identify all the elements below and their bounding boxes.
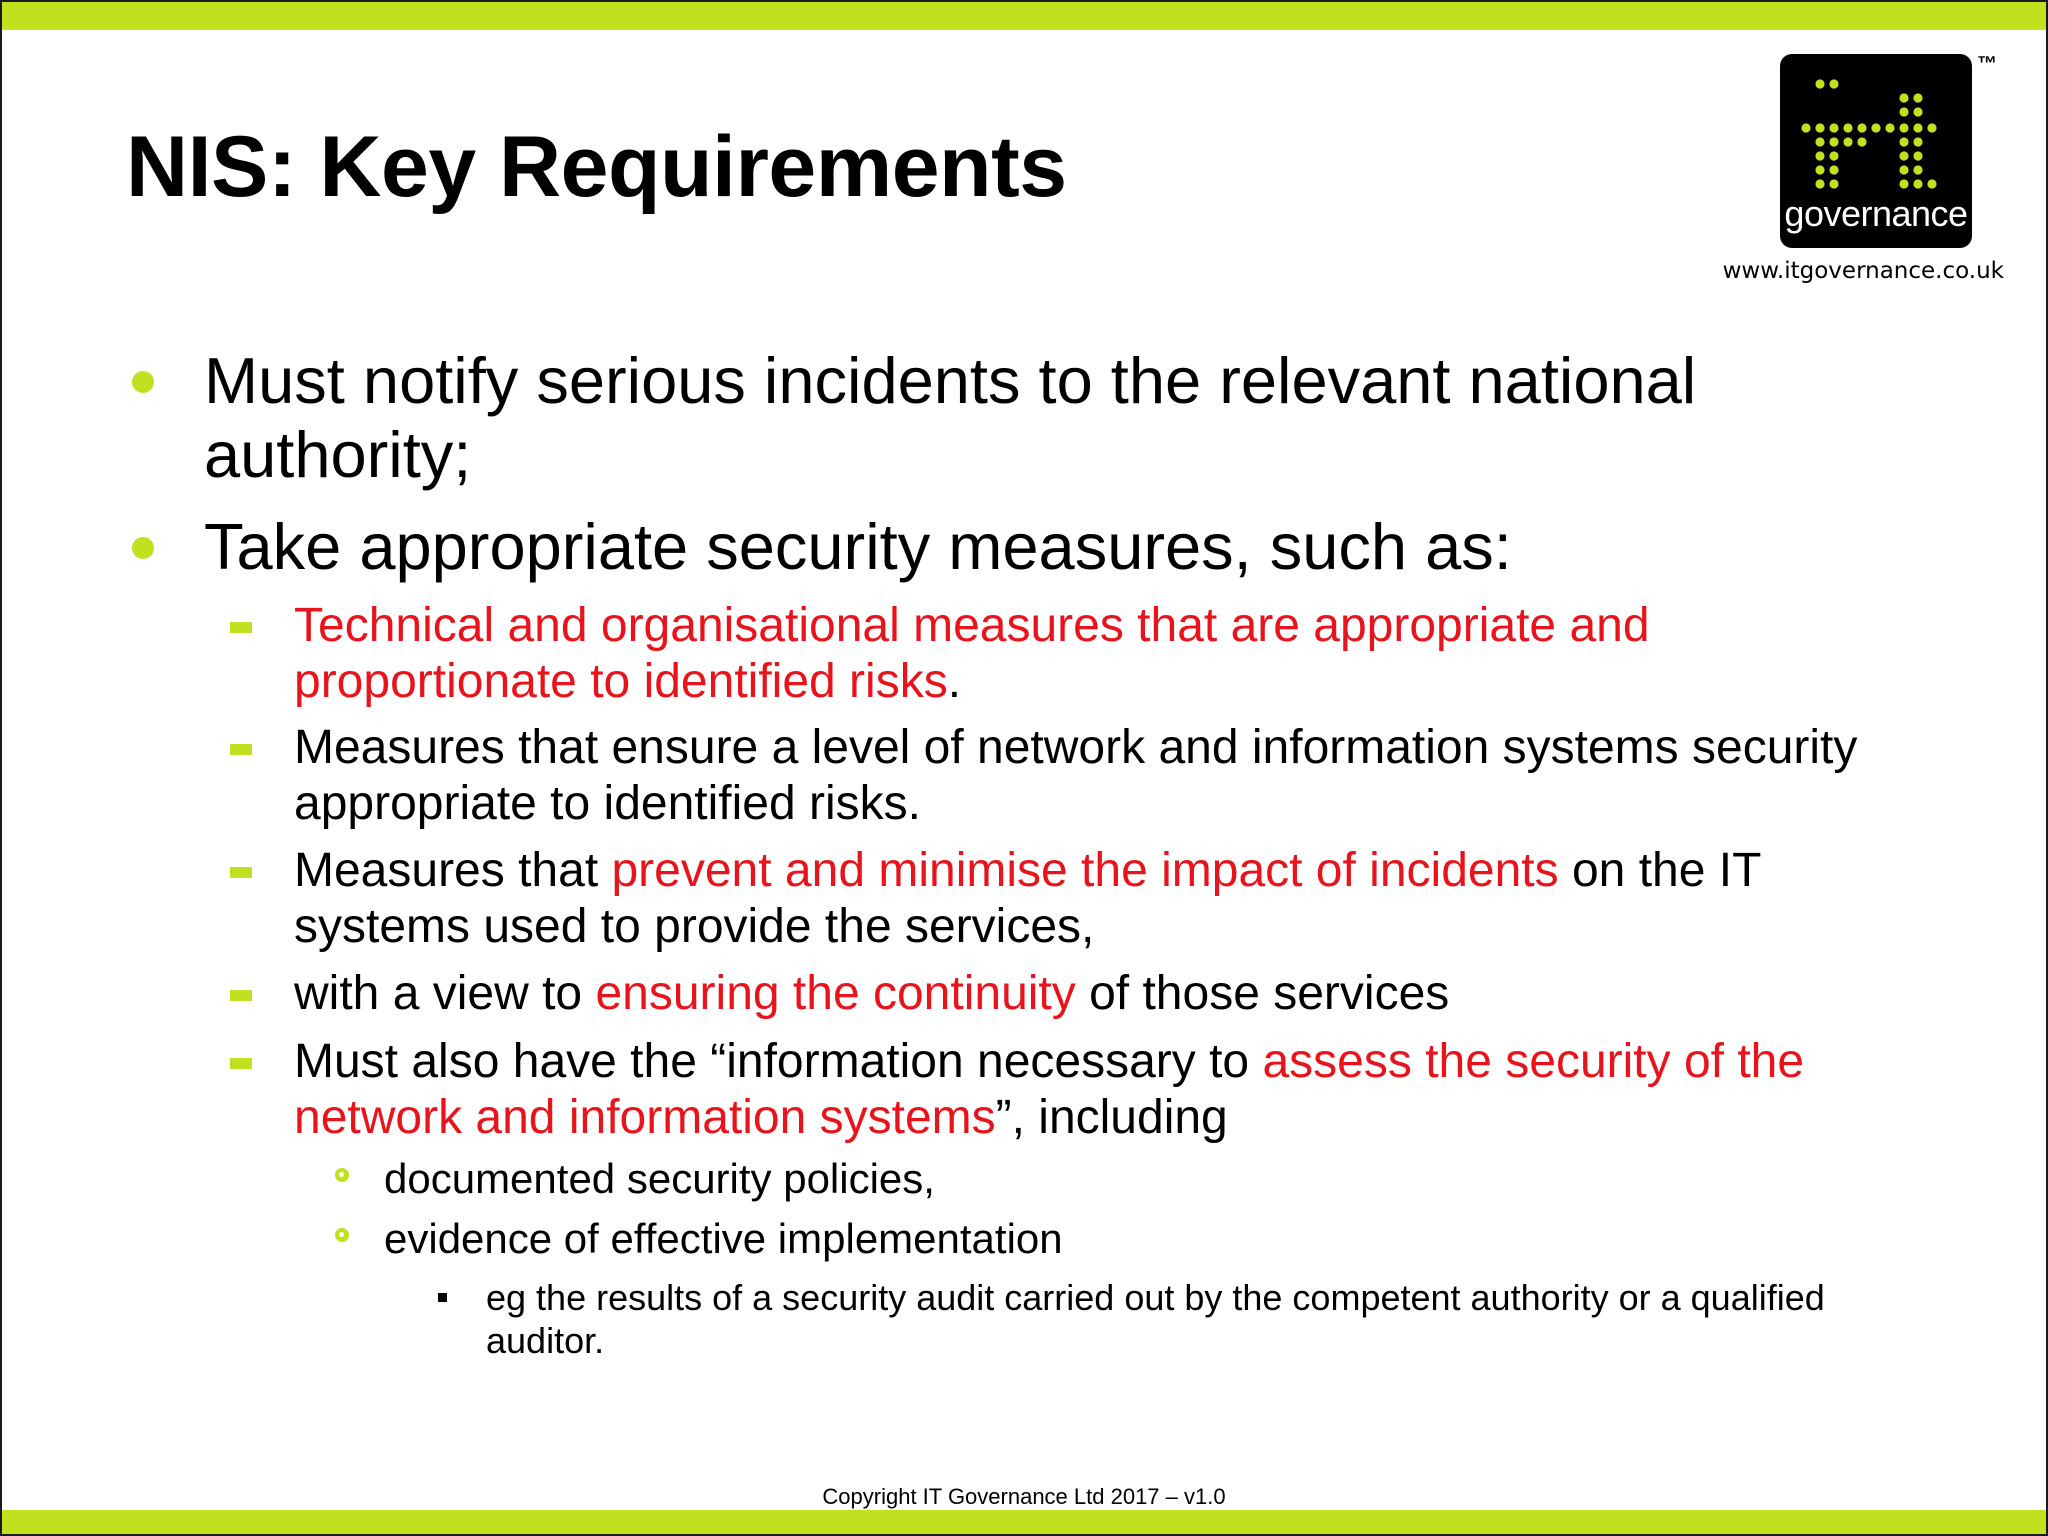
logo-dot (1899, 151, 1908, 160)
bullet-item-level-3 (384, 1214, 1884, 1264)
green-round-bullet-icon (132, 537, 154, 559)
bullet-text: Must also have the “information necessary to (294, 1035, 1263, 1088)
bullet-text: of those services (1075, 967, 1450, 1020)
bullet-item-level-2 (294, 843, 1874, 955)
logo-dot (1843, 137, 1852, 146)
trademark-symbol: ™ (1977, 53, 1997, 75)
logo-dot (1829, 123, 1838, 132)
green-round-bullet-icon (132, 371, 154, 393)
bullet-item-level-1 (204, 344, 1844, 492)
logo-dot (1829, 151, 1838, 160)
logo-dot (1899, 93, 1908, 102)
emphasized-text: prevent and minimise the impact of incidents (611, 844, 1559, 897)
logo-dot (1815, 123, 1824, 132)
logo-dot (1871, 123, 1880, 132)
logo-dot (1899, 179, 1908, 188)
logo-dot (1913, 137, 1922, 146)
green-dash-bullet-icon (230, 990, 252, 1001)
logo-dot (1815, 151, 1824, 160)
green-dash-bullet-icon (230, 744, 252, 755)
logo-dot (1913, 107, 1922, 116)
logo-dot (1913, 123, 1922, 132)
bullet-text: Measures that ensure a level of network and information systems security appropriate to identified risks. (294, 721, 1858, 830)
logo-dot (1885, 123, 1894, 132)
bottom-accent-bar (2, 1510, 2046, 1534)
logo-dot (1843, 123, 1852, 132)
logo-dot (1927, 123, 1936, 132)
bullet-item-level-4 (486, 1276, 1826, 1362)
bullet-text: with a view to (294, 967, 596, 1020)
logo-dot (1829, 165, 1838, 174)
logo-dot (1899, 137, 1908, 146)
logo-dot (1913, 165, 1922, 174)
bullet-text: eg the results of a security audit carried out by the competent authority or a qualified auditor. (486, 1277, 1825, 1361)
slide-title: NIS: Key Requirements (126, 119, 1067, 215)
bullet-text: ”, including (995, 1091, 1228, 1144)
green-dash-bullet-icon (230, 622, 252, 633)
green-ring-bullet-icon (335, 1168, 349, 1182)
logo-dot (1815, 165, 1824, 174)
logo-dot (1899, 107, 1908, 116)
logo-dot (1829, 179, 1838, 188)
green-dash-bullet-icon (230, 867, 252, 878)
logo-dot (1829, 79, 1838, 88)
bullet-text: . (947, 655, 962, 708)
logo-dot (1801, 123, 1810, 132)
logo-dot (1899, 165, 1908, 174)
copyright-footer: Copyright IT Governance Ltd 2017 – v1.0 (822, 1484, 1226, 1509)
bullet-item-level-3 (384, 1154, 1884, 1204)
bullet-item-level-1 (204, 510, 1844, 584)
bullet-text: Must notify serious incidents to the relevant national authority; (204, 344, 1697, 491)
bullet-text: documented security policies, (384, 1155, 935, 1202)
logo-dot (1913, 93, 1922, 102)
logo-dot (1815, 137, 1824, 146)
logo-dot (1857, 137, 1866, 146)
logo-dot (1899, 123, 1908, 132)
logo-dot (1927, 179, 1936, 188)
bullet-item-level-2 (294, 966, 1874, 1022)
emphasized-text: ensuring the continuity (595, 967, 1076, 1020)
emphasized-text: assess the security of the network and information systems (294, 1035, 1805, 1144)
bullet-text: on the IT systems used to provide the services, (294, 844, 1761, 953)
logo-dot (1815, 179, 1824, 188)
logo-dot (1857, 123, 1866, 132)
bullet-text: evidence of effective implementation (384, 1215, 1063, 1262)
green-ring-bullet-icon (335, 1228, 349, 1242)
website-url: www.itgovernance.co.uk (1722, 258, 2004, 284)
emphasized-text: Technical and organisational measures that are appropriate and proportionate to identified risks (294, 599, 1650, 708)
logo-dot (1815, 79, 1824, 88)
bullet-item-level-2 (294, 720, 1874, 832)
logo-wordmark: governance (1784, 193, 1968, 234)
logo-dot (1913, 151, 1922, 160)
bullet-item-level-2 (294, 598, 1874, 710)
bullet-text: Take appropriate security measures, such as: (204, 510, 1512, 583)
bullet-text: Measures that (294, 844, 612, 897)
black-square-bullet-icon (438, 1293, 447, 1302)
it-governance-logo (1780, 54, 1972, 248)
green-dash-bullet-icon (230, 1058, 252, 1069)
bullet-item-level-2 (294, 1034, 1944, 1146)
logo-dot (1829, 137, 1838, 146)
logo-dot (1913, 179, 1922, 188)
top-accent-bar (2, 2, 2046, 30)
